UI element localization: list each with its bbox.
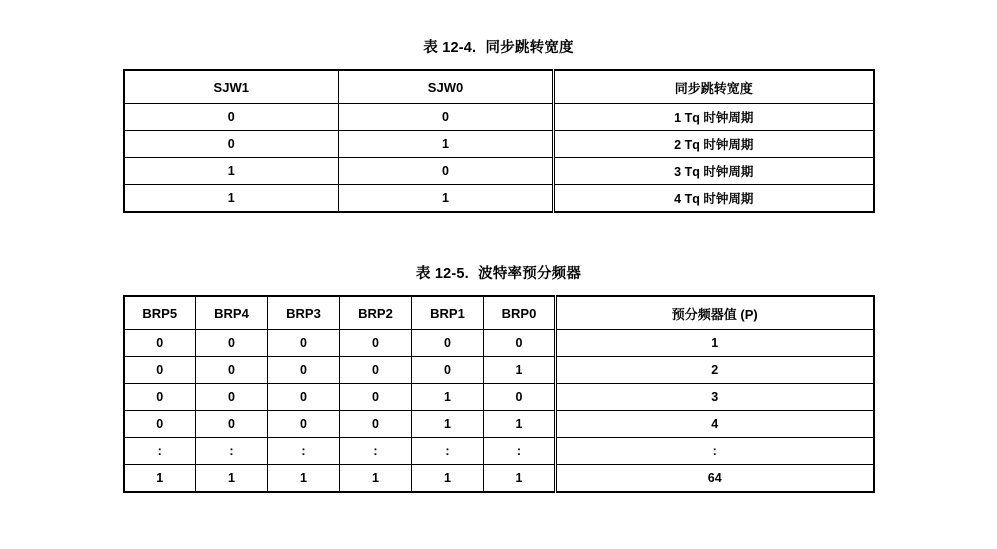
- table-row: [124, 357, 874, 384]
- table-header-row: [124, 70, 874, 104]
- column-header-sjw1: SJW1: [124, 70, 339, 104]
- cell-brp4: 0: [196, 411, 268, 438]
- caption-title: 同步跳转宽度: [485, 40, 574, 56]
- table-row: [124, 384, 874, 411]
- cell-sjw1: 1: [124, 158, 339, 185]
- cell-brp1: 0: [412, 330, 484, 357]
- cell-brp0: 1: [484, 465, 556, 493]
- cell-brp2: 1: [340, 465, 412, 493]
- caption-label: 表: [415, 266, 431, 282]
- cell-brp5: 0: [124, 357, 196, 384]
- cell-brp2: 0: [340, 357, 412, 384]
- table-row: [124, 158, 874, 185]
- cell-brp3: 0: [268, 411, 340, 438]
- cell-brp2: 0: [340, 411, 412, 438]
- cell-sjw0: 0: [339, 158, 554, 185]
- cell-sjw1: 1: [124, 185, 339, 213]
- column-header-sjw0: SJW0: [339, 70, 554, 104]
- table-row: [124, 104, 874, 131]
- cell-brp1: 0: [412, 357, 484, 384]
- column-header-brp5: BRP5: [124, 296, 196, 330]
- table-row: [124, 185, 874, 213]
- cell-brp0: 1: [484, 411, 556, 438]
- cell-brp4: :: [196, 438, 268, 465]
- cell-width: 3 Tq 时钟周期: [554, 158, 874, 185]
- cell-prescaler-value: 64: [556, 465, 874, 493]
- table-row: [124, 330, 874, 357]
- cell-brp3: 1: [268, 465, 340, 493]
- cell-brp3: 0: [268, 384, 340, 411]
- cell-brp0: 1: [484, 357, 556, 384]
- cell-brp4: 0: [196, 330, 268, 357]
- cell-brp3: 0: [268, 357, 340, 384]
- cell-sjw0: 1: [339, 131, 554, 158]
- cell-brp5: 1: [124, 465, 196, 493]
- caption-title: 波特率预分频器: [478, 266, 582, 282]
- column-header-brp3: BRP3: [268, 296, 340, 330]
- cell-width: 1 Tq 时钟周期: [554, 104, 874, 131]
- cell-prescaler-value: 3: [556, 384, 874, 411]
- column-header-brp2: BRP2: [340, 296, 412, 330]
- cell-brp0: 0: [484, 384, 556, 411]
- cell-prescaler-value: :: [556, 438, 874, 465]
- cell-brp0: :: [484, 438, 556, 465]
- cell-brp1: 1: [412, 384, 484, 411]
- table-row: [124, 131, 874, 158]
- cell-brp1: 1: [412, 465, 484, 493]
- cell-width: 2 Tq 时钟周期: [554, 131, 874, 158]
- column-header-width: 同步跳转宽度: [554, 70, 874, 104]
- cell-brp3: 0: [268, 330, 340, 357]
- cell-brp4: 0: [196, 357, 268, 384]
- caption-label: 表: [423, 40, 438, 56]
- column-header-brp1: BRP1: [412, 296, 484, 330]
- cell-sjw1: 0: [124, 131, 339, 158]
- cell-prescaler-value: 2: [556, 357, 874, 384]
- table-row: [124, 411, 874, 438]
- cell-brp4: 1: [196, 465, 268, 493]
- table-row: [124, 465, 874, 493]
- cell-brp1: 1: [412, 411, 484, 438]
- cell-brp2: 0: [340, 330, 412, 357]
- caption-number: 12-4.: [442, 40, 477, 56]
- table-caption-brp: [0, 262, 997, 283]
- table-brp: [123, 295, 875, 493]
- table-header-row: [124, 296, 874, 330]
- cell-brp0: 0: [484, 330, 556, 357]
- table-block-sjw: [0, 36, 997, 213]
- table-sjw: [123, 69, 875, 213]
- caption-number: 12-5.: [434, 266, 469, 282]
- column-header-brp4: BRP4: [196, 296, 268, 330]
- column-header-brp0: BRP0: [484, 296, 556, 330]
- cell-brp2: :: [340, 438, 412, 465]
- cell-brp1: :: [412, 438, 484, 465]
- cell-brp5: 0: [124, 411, 196, 438]
- table-row: [124, 438, 874, 465]
- cell-sjw1: 0: [124, 104, 339, 131]
- cell-prescaler-value: 4: [556, 411, 874, 438]
- cell-brp2: 0: [340, 384, 412, 411]
- cell-brp5: 0: [124, 330, 196, 357]
- cell-width: 4 Tq 时钟周期: [554, 185, 874, 213]
- cell-brp5: :: [124, 438, 196, 465]
- table-caption-sjw: [0, 36, 997, 57]
- cell-brp3: :: [268, 438, 340, 465]
- column-header-prescaler-value: 预分频器值 (P): [556, 296, 874, 330]
- cell-sjw0: 1: [339, 185, 554, 213]
- cell-brp4: 0: [196, 384, 268, 411]
- cell-prescaler-value: 1: [556, 330, 874, 357]
- cell-sjw0: 0: [339, 104, 554, 131]
- cell-brp5: 0: [124, 384, 196, 411]
- table-block-brp: [0, 262, 997, 493]
